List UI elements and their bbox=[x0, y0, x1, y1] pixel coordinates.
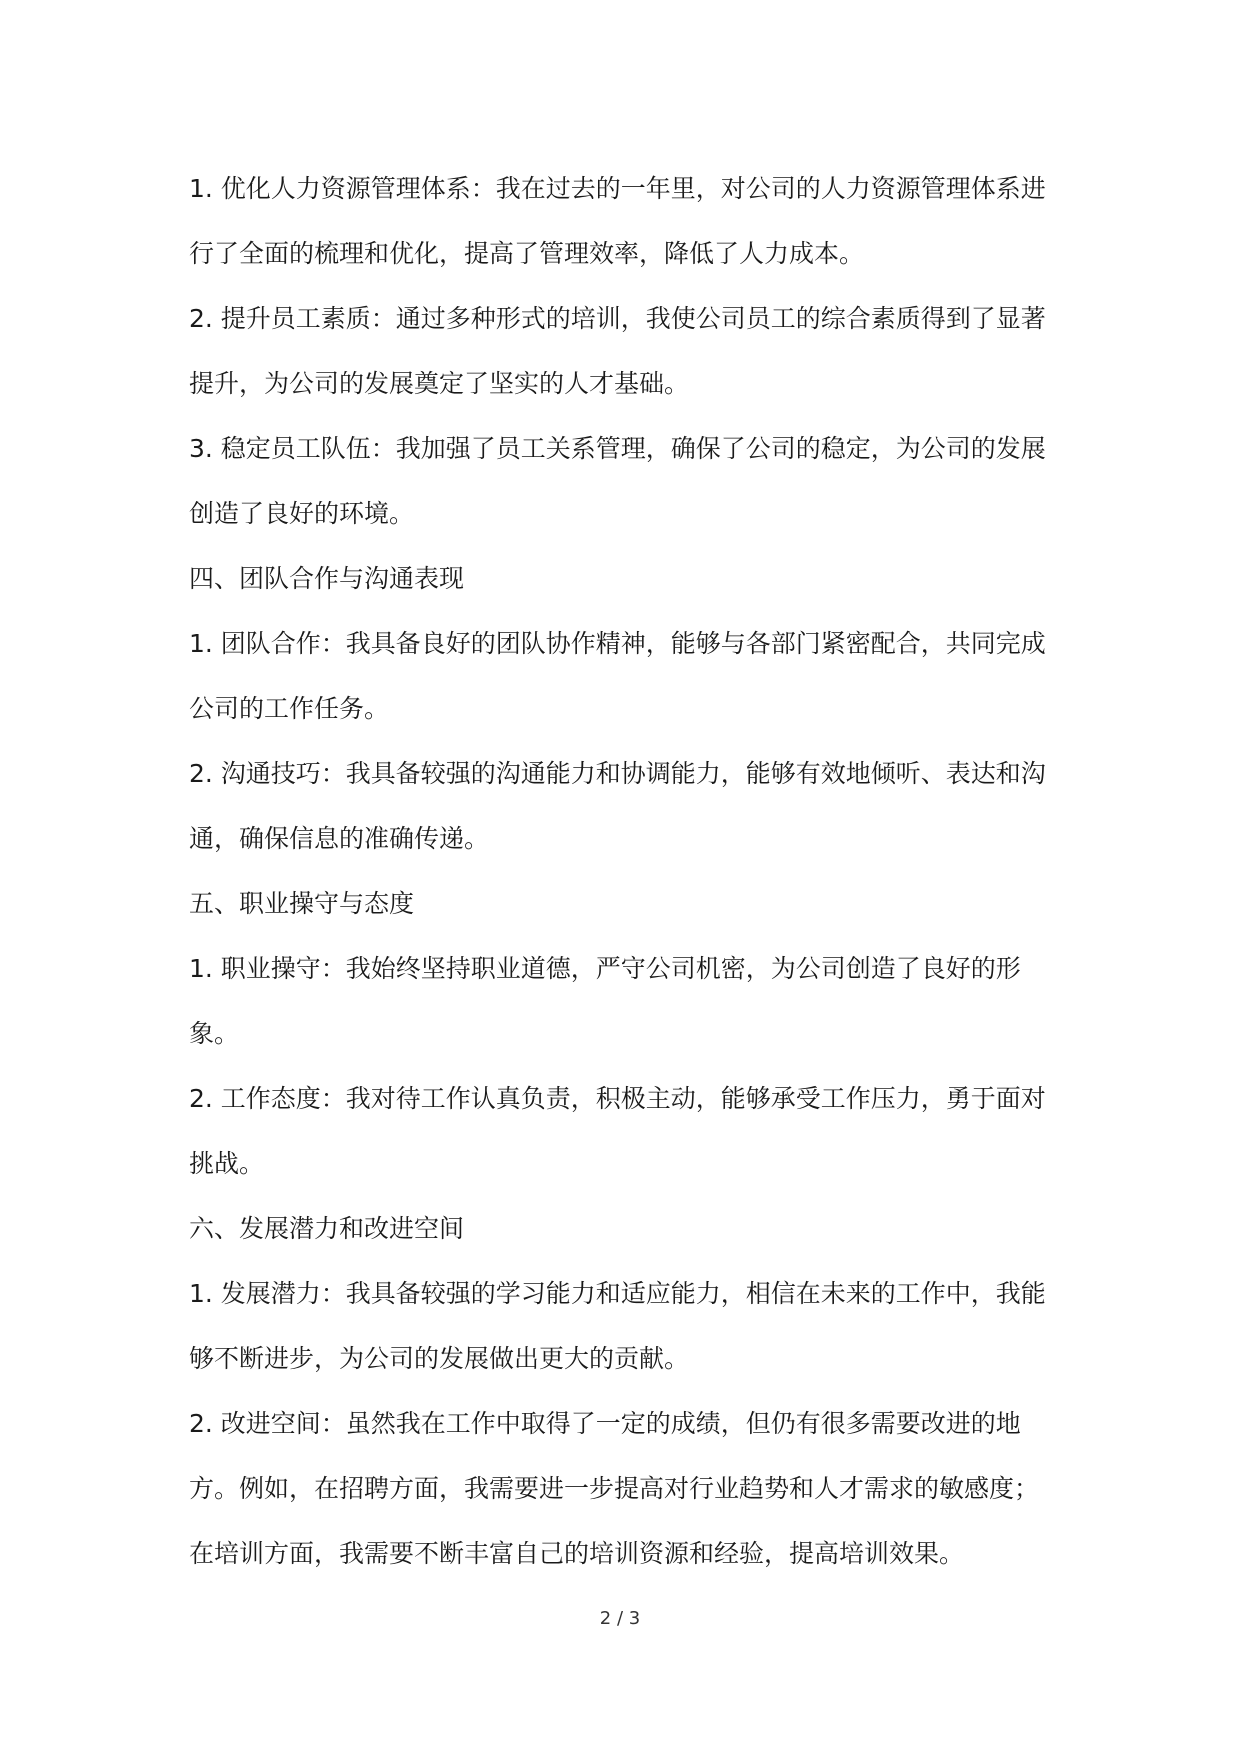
list-item: 2. 提升员工素质：通过多种形式的培训，我使公司员工的综合素质得到了显著提升，为公司的发展奠定了坚实的人才基础。 bbox=[189, 304, 1046, 398]
list-item: 2. 沟通技巧：我具备较强的沟通能力和协调能力，能够有效地倾听、表达和沟通，确保信息的准确传递。 bbox=[189, 759, 1046, 853]
section-heading: 六、发展潜力和改进空间 bbox=[189, 1214, 465, 1243]
section-heading: 五、职业操守与态度 bbox=[189, 889, 415, 918]
list-item: 2. 改进空间：虽然我在工作中取得了一定的成绩，但仍有很多需要改进的地方。例如，在招聘方面，我需要进一步提高对行业趋势和人才需求的敏感度；在培训方面，我需要不断丰富自己的培训资源和经验，提高培训效果。 bbox=[189, 1409, 1040, 1568]
document-body bbox=[189, 156, 1055, 1586]
list-item: 1. 优化人力资源管理体系：我在过去的一年里，对公司的人力资源管理体系进行了全面的梳理和优化，提高了管理效率，降低了人力成本。 bbox=[189, 174, 1046, 268]
list-item: 2. 工作态度：我对待工作认真负责，积极主动，能够承受工作压力，勇于面对挑战。 bbox=[189, 1084, 1046, 1178]
list-item: 3. 稳定员工队伍：我加强了员工关系管理，确保了公司的稳定，为公司的发展创造了良好的环境。 bbox=[189, 434, 1046, 528]
list-item: 1. 发展潜力：我具备较强的学习能力和适应能力，相信在未来的工作中，我能够不断进步，为公司的发展做出更大的贡献。 bbox=[189, 1279, 1046, 1373]
page-number: 2 / 3 bbox=[599, 1608, 641, 1629]
list-item: 1. 团队合作：我具备良好的团队协作精神，能够与各部门紧密配合，共同完成公司的工作任务。 bbox=[189, 629, 1046, 723]
list-item: 1. 职业操守：我始终坚持职业道德，严守公司机密，为公司创造了良好的形象。 bbox=[189, 954, 1021, 1048]
section-heading: 四、团队合作与沟通表现 bbox=[189, 564, 465, 593]
